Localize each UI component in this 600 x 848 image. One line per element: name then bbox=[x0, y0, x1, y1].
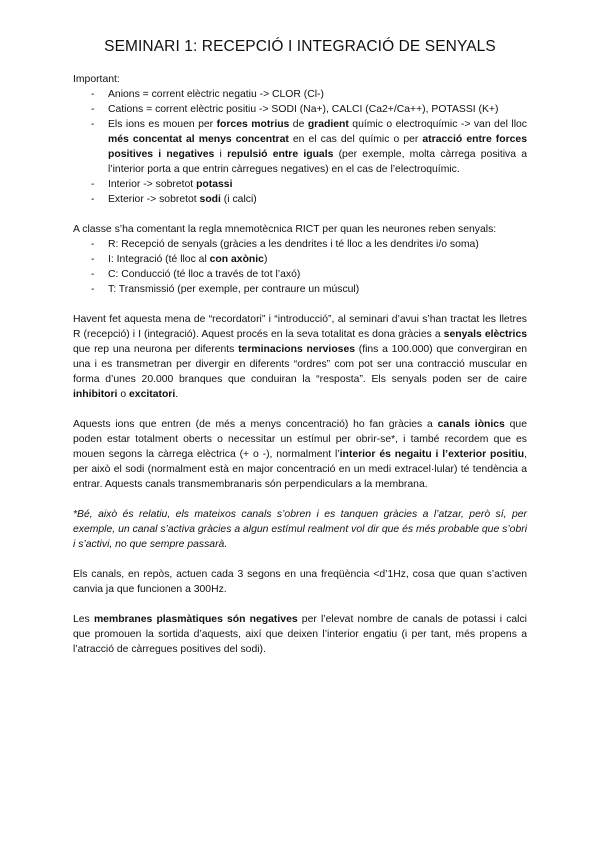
text-run: o bbox=[117, 389, 130, 400]
list-item bbox=[73, 177, 527, 192]
paragraph-recepcio bbox=[73, 312, 527, 402]
text-run: Exterior -> sobretot bbox=[108, 194, 200, 205]
bold-text: con axònic bbox=[209, 254, 264, 265]
list-item bbox=[73, 252, 527, 267]
text-run: (fins a 100.000) que convergiran en una i es transmetran per divergir en diferents “ordres” com pot ser una contracció muscular en forma d’unes 20.000 branques que conduiran la “resposta”. Els senyals poden ser de caire bbox=[73, 344, 527, 385]
list-item bbox=[73, 87, 527, 102]
bold-text: inhibitori bbox=[73, 389, 118, 400]
text-run: (i calci) bbox=[220, 194, 257, 205]
text-run: C: Conducció (té lloc a través de tot l’axó) bbox=[108, 269, 301, 280]
text-run: Cations = corrent elèctric positiu -> SODI (Na+), CALCI (Ca2+/Ca++), POTASSI (K+) bbox=[108, 104, 499, 115]
rict-list bbox=[73, 237, 527, 297]
document-body bbox=[73, 72, 527, 657]
text-run: R: Recepció de senyals (gràcies a les dendrites i té lloc a les dendrites i/o soma) bbox=[108, 239, 479, 250]
paragraph-membranes bbox=[73, 612, 527, 657]
text-run: per l’elevat nombre de canals de potassi i calci que promouen la sortida d’aquests, així que deixen l’interior engatiu (i per tant, més propens a l’atracció de càrregues positives del sodi). bbox=[73, 614, 527, 655]
text-run: , per això el sodi (normalment està en major concentració en un medi extracel·lular) té tendència a entrar. Aquests canals transmembranaris són perpendiculars a la membrana. bbox=[73, 449, 527, 490]
text-run: químic o electroquímic -> van del lloc bbox=[348, 119, 527, 130]
text-run: Aquests ions que entren (de més a menys concentració) ho fan gràcies a bbox=[73, 419, 438, 430]
text-run: en el cas del químic o per bbox=[288, 134, 423, 145]
important-list bbox=[73, 87, 527, 207]
bold-text: forces motrius bbox=[216, 119, 290, 130]
text-run: I: Integració (té lloc al bbox=[108, 254, 210, 265]
footnote-paragraph bbox=[73, 507, 527, 552]
rict-intro: A classe s’ha comentant la regla mnemotècnica RICT per quan les neurones reben senyals: bbox=[73, 224, 497, 235]
bold-text: potassi bbox=[196, 179, 233, 190]
bold-text: canals iònics bbox=[437, 419, 505, 430]
text-run: de bbox=[289, 119, 308, 130]
bold-text: interior és negaitu i l’exterior positiu bbox=[339, 449, 525, 460]
text-run: Els canals, en repòs, actuen cada 3 segons en una freqüència <d’1Hz, cosa que quan s’activen canvia ja que funcionen a 300Hz. bbox=[73, 569, 527, 595]
bold-text: terminacions nervioses bbox=[238, 344, 355, 355]
text-run: ) bbox=[263, 254, 268, 265]
text-run: Anions = corrent elèctric negatiu -> CLOR (Cl-) bbox=[108, 89, 324, 100]
paragraph-canals-repos bbox=[73, 567, 527, 597]
list-item bbox=[73, 267, 527, 282]
text-run: i bbox=[214, 149, 228, 160]
italic-text: *Bé, això és relatiu, els mateixos canals s’obren i es tanquen gràcies a l’atzar, però sí, per exemple, un canal s’activa gràcies a algun estímul realment vol dir que és més probable que s’obri i s’activi, no que sempre passarà. bbox=[73, 509, 527, 550]
list-item bbox=[73, 102, 527, 117]
bold-text: repulsió entre iguals bbox=[227, 149, 334, 160]
bold-text: membranes plasmàtiques són negatives bbox=[93, 614, 298, 625]
text-run: Les bbox=[73, 614, 94, 625]
list-item bbox=[73, 192, 527, 207]
text-run: . bbox=[175, 389, 179, 400]
bold-text: excitatori bbox=[129, 389, 176, 400]
list-item bbox=[73, 117, 527, 177]
bold-text: sodi bbox=[199, 194, 221, 205]
text-run: (per exemple, molta càrrega positiva a l’interior porta a que entrin càrregues negatives) en el cas de l’electroquímic. bbox=[108, 149, 527, 175]
text-run: Els ions es mouen per bbox=[108, 119, 217, 130]
text-run: Havent fet aquesta mena de “recordatori” i “introducció”, al seminari d’avui s’han tractat les lletres R (recepció) i I (integració). Aquest procés en la seva totalitat es dona gràcies a bbox=[73, 314, 527, 340]
important-label: Important: bbox=[73, 74, 120, 85]
list-item bbox=[73, 282, 527, 297]
paragraph-canals-ionics bbox=[73, 417, 527, 492]
text-run: T: Transmissió (per exemple, per contraure un múscul) bbox=[108, 284, 360, 295]
list-item bbox=[73, 237, 527, 252]
bold-text: senyals elèctrics bbox=[443, 329, 528, 340]
page-title: SEMINARI 1: RECEPCIÓ I INTEGRACIÓ DE SENYALS bbox=[104, 38, 496, 55]
text-run: que poden estar totalment oberts o necessitar un estímul per obrir-se*, i també recordem que es mouen segons la càrrega elèctrica (+ o -), normalment l’ bbox=[73, 419, 527, 460]
bold-text: més concentat al menys concentrat bbox=[108, 134, 289, 145]
bold-text: gradient bbox=[307, 119, 349, 130]
text-run: que rep una neurona per diferents bbox=[73, 344, 239, 355]
text-run: Interior -> sobretot bbox=[108, 179, 197, 190]
bold-text: atracció entre forces positives i negatives bbox=[108, 134, 527, 160]
